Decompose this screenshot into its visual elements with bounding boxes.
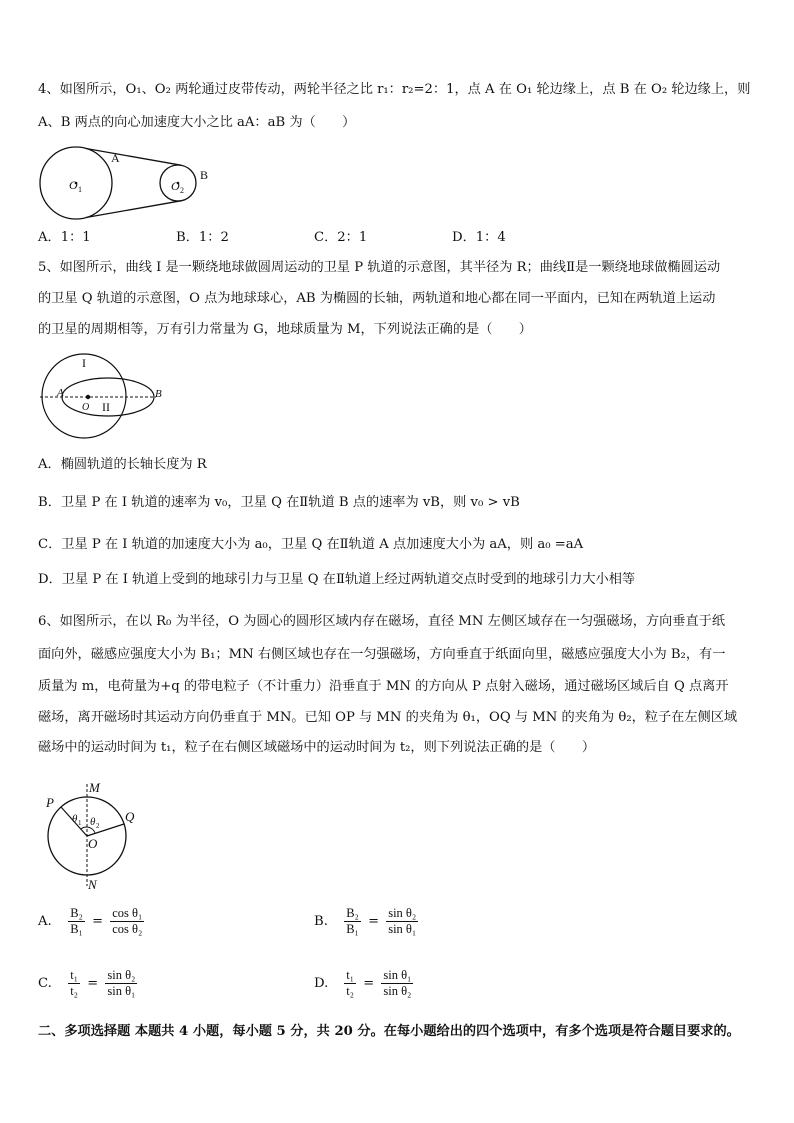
- q4-option-c: C．2：1: [314, 230, 368, 245]
- q4-stem-line2: A、B 两点的向心加速度大小之比 aA：aB 为（ ）: [38, 115, 356, 130]
- label-m: M: [89, 780, 100, 795]
- q6-option-d: D. $\frac{\text{t₁}}{\text{t₂}}$ = $\frac{\text{sin θ₁}}{\text{sin θ₂}}$: [314, 968, 412, 998]
- svg-text:2: 2: [180, 186, 184, 195]
- q5-stem-line1: 5、如图所示，曲线 I 是一颗绕地球做圆周运动的卫星 P 轨道的示意图，其半径为 R；曲线Ⅱ是一颗绕地球做椭圆运动: [38, 260, 721, 275]
- label-b: B: [155, 388, 162, 400]
- option-label: D.: [314, 976, 329, 991]
- label-ii: II: [102, 400, 110, 414]
- q4-option-a: A．1：1: [38, 230, 91, 245]
- q6-stem-line5: 磁场中的运动时间为 t₁，粒子在右侧区域磁场中的运动时间为 t₂，则下列说法正确的是（ ）: [38, 740, 596, 755]
- q5-option-d: D．卫星 P 在 I 轨道上受到的地球引力与卫星 Q 在Ⅱ轨道上经过两轨道交点时受到的地球引力大小相等: [38, 572, 636, 587]
- svg-text:1: 1: [78, 185, 82, 194]
- q5-stem-line2: 的卫星 Q 轨道的示意图，O 点为地球球心，AB 为椭圆的长轴，两轨道和地心都在同一平面内，已知在两轨道上运动: [38, 291, 716, 306]
- option-label: A.: [38, 914, 52, 929]
- lhs-fraction: $\frac{\text{t₁}}{\text{t₂}}$: [70, 968, 79, 998]
- q4-stem-line1: 4、如图所示，O₁、O₂ 两轮通过皮带传动，两轮半径之比 r₁：r₂=2：1，点 A 在 O₁ 轮边缘上，点 B 在 O₂ 轮边缘上，则: [38, 82, 751, 97]
- label-theta2: θ: [90, 816, 96, 828]
- q6-option-b: B. $\frac{\text{B₂}}{\text{B₁}}$ = $\frac{\text{sin θ₂}}{\text{sin θ₁}}$: [314, 906, 417, 936]
- earth-center: [86, 395, 90, 399]
- lhs-fraction: $\frac{\text{t₁}}{\text{t₂}}$: [346, 968, 355, 998]
- label-i: I: [82, 356, 86, 370]
- q5-option-a: A．椭圆轨道的长轴长度为 R: [38, 457, 207, 472]
- q6-stem-line2: 面向外，磁感应强度大小为 B₁；MN 右侧区域也存在一匀强磁场，方向垂直于纸面向里，磁感应强度大小为 B₂，有一: [38, 647, 726, 662]
- option-label: C.: [38, 976, 52, 991]
- rhs-fraction: $\frac{\text{sin θ₁}}{\text{sin θ₂}}$: [383, 968, 412, 998]
- label-n: N: [88, 877, 97, 892]
- q4-belt-pulley-figure: [38, 143, 258, 223]
- rhs-fraction: $\frac{\text{cos θ₁}}{\text{cos θ₂}}$: [112, 906, 143, 936]
- rhs-fraction: $\frac{\text{sin θ₂}}{\text{sin θ₁}}$: [388, 906, 417, 936]
- lhs-fraction: $\frac{\text{B₂}}{\text{B₁}}$: [346, 906, 359, 936]
- q5-option-b: B．卫星 P 在 I 轨道的速率为 v₀，卫星 Q 在Ⅱ轨道 B 点的速率为 vB，则 v₀ > vB: [38, 495, 520, 510]
- q6-stem-line4: 磁场，离开磁场时其运动方向仍垂直于 MN。已知 OP 与 MN 的夹角为 θ₁，OQ 与 MN 的夹角为 θ₂，粒子在左侧区域: [38, 710, 738, 725]
- q4-option-b: B．1：2: [176, 230, 229, 245]
- lhs-fraction: $\frac{\text{B₂}}{\text{B₁}}$: [70, 906, 83, 936]
- q6-option-c: C. $\frac{\text{t₁}}{\text{t₂}}$ = $\frac{\text{sin θ₂}}{\text{sin θ₁}}$: [38, 968, 136, 998]
- label-a: A: [57, 387, 64, 399]
- label-a: A: [111, 151, 120, 165]
- rhs-fraction: $\frac{\text{sin θ₂}}{\text{sin θ₁}}$: [107, 968, 136, 998]
- q6-option-a: A. $\frac{\text{B₂}}{\text{B₁}}$ = $\frac{\text{cos θ₁}}{\text{cos θ₂}}$: [38, 906, 143, 936]
- svg-text:1: 1: [78, 819, 82, 827]
- section2-heading: 二、多项选择题 本题共 4 小题，每小题 5 分，共 20 分。在每小题给出的四个选项中，有多个选项是符合题目要求的。: [38, 1024, 740, 1039]
- label-o1: O: [69, 178, 78, 192]
- label-p: P: [46, 795, 54, 810]
- label-theta1: θ: [72, 813, 78, 825]
- label-o2: O: [171, 179, 180, 193]
- q4-option-d: D．1：4: [452, 230, 506, 245]
- label-o: O: [88, 836, 98, 851]
- q6-stem-line1: 6、如图所示，在以 R₀ 为半径，O 为圆心的圆形区域内存在磁场，直径 MN 左侧区域存在一匀强磁场，方向垂直于纸: [38, 614, 726, 629]
- q6-stem-line3: 质量为 m，电荷量为+q 的带电粒子（不计重力）沿垂直于 MN 的方向从 P 点射入磁场，通过磁场区域后自 Q 点离开: [38, 679, 729, 694]
- q5-stem-line3: 的卫星的周期相等，万有引力常量为 G，地球质量为 M，下列说法正确的是（ ）: [38, 322, 532, 337]
- label-o: O: [82, 402, 90, 413]
- q5-option-c: C．卫星 P 在 I 轨道的加速度大小为 a₀，卫星 Q 在Ⅱ轨道 A 点加速度大小为 aA，则 a₀ =aA: [38, 537, 584, 552]
- svg-text:2: 2: [96, 822, 100, 830]
- q6-magnetic-field-figure: [40, 776, 150, 892]
- q5-orbit-figure: [38, 350, 168, 442]
- label-b: B: [200, 168, 209, 182]
- label-q: Q: [125, 809, 135, 824]
- option-label: B.: [314, 914, 328, 929]
